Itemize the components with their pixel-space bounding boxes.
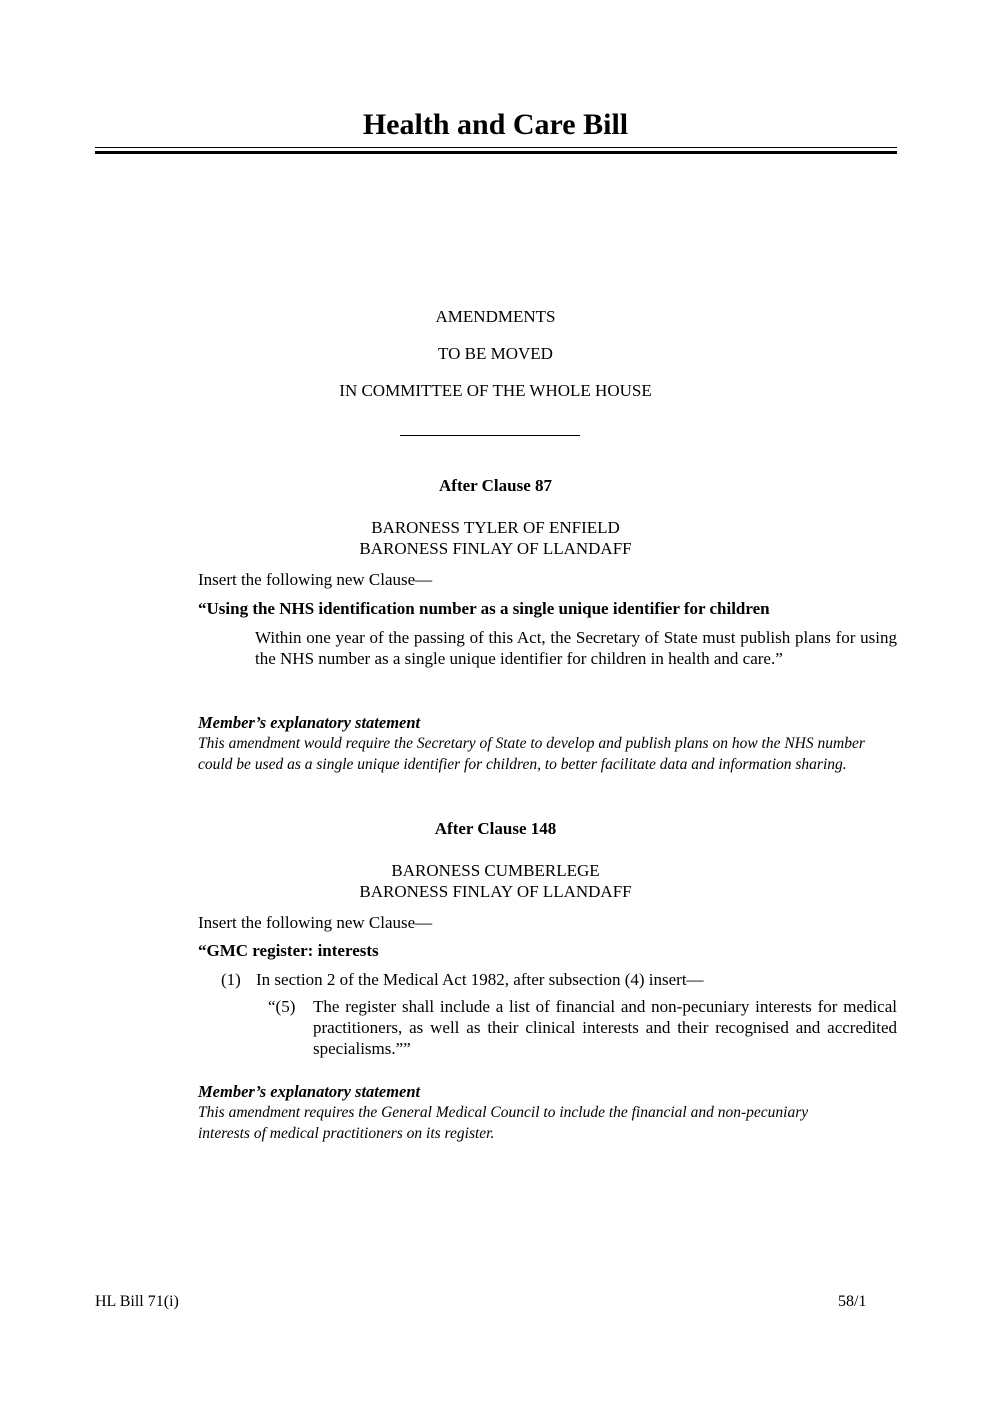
intro-line-1: AMENDMENTS xyxy=(435,307,556,326)
member-name: BARONESS FINLAY OF LLANDAFF xyxy=(359,882,632,901)
member-name: BARONESS CUMBERLEGE xyxy=(391,861,600,880)
subsection-text: The register shall include a list of financial and non-pecuniary interests for medical practitioners, as well as their clinical interests and their recognised and accredited specialisms.”” xyxy=(313,997,897,1058)
explanatory-statement: This amendment would require the Secretary of State to develop and publish plans on how the NHS number could be used as a single unique identifier for children, to better facilitate data and information sharing. xyxy=(198,735,865,773)
page-number: 58/1 xyxy=(838,1293,867,1310)
amendment-heading: After Clause 148 xyxy=(434,819,557,838)
title-rule-thick xyxy=(95,151,897,154)
subsection-number: (1) xyxy=(221,970,241,989)
clause-title: “Using the NHS identification number as a single unique identifier for children xyxy=(198,599,770,618)
document-title: Health and Care Bill xyxy=(362,108,629,141)
insert-instruction: Insert the following new Clause— xyxy=(198,570,433,589)
member-name: BARONESS TYLER OF ENFIELD xyxy=(371,518,620,537)
section-divider xyxy=(400,435,580,436)
title-rule-thin xyxy=(95,147,897,148)
statement-heading: Member’s explanatory statement xyxy=(198,713,421,732)
explanatory-statement: This amendment requires the General Medical Council to include the financial and non-pecuniary interests of medical practitioners on its register. xyxy=(198,1104,809,1142)
insert-instruction: Insert the following new Clause— xyxy=(198,913,433,932)
amendment-heading: After Clause 87 xyxy=(439,476,552,495)
member-name: BARONESS FINLAY OF LLANDAFF xyxy=(359,539,632,558)
intro-line-3: IN COMMITTEE OF THE WHOLE HOUSE xyxy=(339,381,652,400)
subsection-text: In section 2 of the Medical Act 1982, after subsection (4) insert— xyxy=(256,970,704,989)
intro-line-2: TO BE MOVED xyxy=(438,344,553,363)
subsection-number: “(5) xyxy=(268,997,296,1016)
statement-heading: Member’s explanatory statement xyxy=(198,1082,421,1101)
clause-title: “GMC register: interests xyxy=(198,941,379,960)
clause-body: Within one year of the passing of this Act, the Secretary of State must publish plans for using the NHS number as a single unique identifier for children in health and care.” xyxy=(255,628,897,668)
bill-reference: HL Bill 71(i) xyxy=(95,1293,179,1310)
